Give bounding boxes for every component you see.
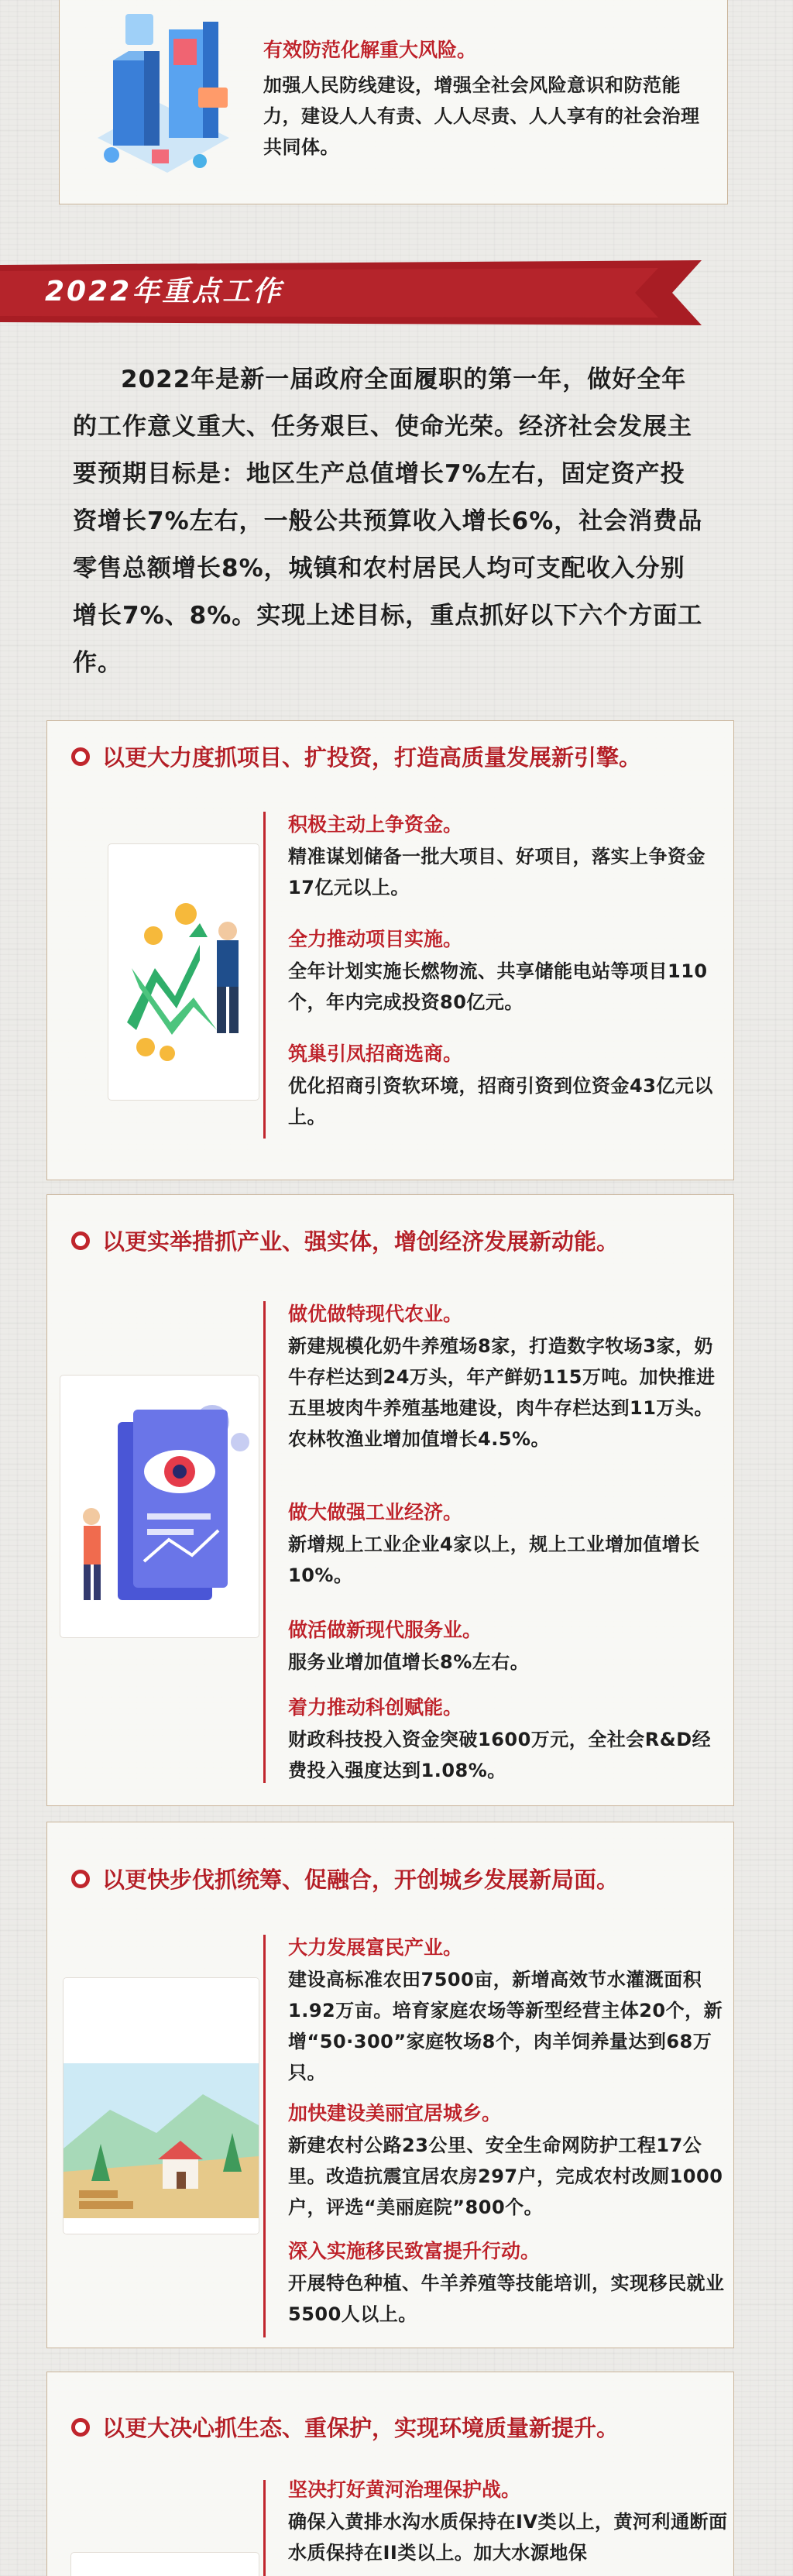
section-4-item-1-title: 坚决打好黄河治理保护战。 (288, 2478, 521, 2501)
section-3-item-1-body: 建设高标准农田7500亩，新增高效节水灌溉面积1.92万亩。培育家庭农场等新型经营主体20个，新增“50·300”家庭牧场8个，肉羊饲养量达到68万只。 (288, 1969, 723, 2083)
section-2-item-4-body: 财政科技投入资金突破1600万元，全社会R&D经费投入强度达到1.08%。 (288, 1729, 712, 1781)
section-3-item-3-body: 开展特色种植、牛羊养殖等技能培训，实现移民就业5500人以上。 (288, 2272, 725, 2325)
section-4-heading: 以更大决心抓生态、重保护，实现环境质量新提升。 (102, 2415, 620, 2441)
section-3-item-2-body: 新建农村公路23公里、安全生命网防护工程17公里。改造抗震宜居农房297户，完成农村改厕1000户，评选“美丽庭院”800个。 (288, 2135, 723, 2218)
banner-title: 2022年重点工作 (45, 276, 283, 307)
section-1-item-3-title: 筑巢引凤招商选商。 (288, 1042, 463, 1065)
section-3-item-2-title: 加快建设美丽宜居城乡。 (288, 2102, 502, 2124)
section-2-item-1-body: 新建规模化奶牛养殖场8家，打造数字牧场3家，奶牛存栏达到24万头，年产鲜奶115万吨。加快推进五里坡肉牛养殖基地建设，肉牛存栏达到11万头。农林牧渔业增加值增长4.5%。 (288, 1335, 716, 1450)
section-1-item-2-title: 全力推动项目实施。 (288, 928, 463, 950)
top-item-title: 有效防范化解重大风险。 (263, 39, 477, 61)
section-1-heading: 以更大力度抓项目、扩投资，打造高质量发展新引擎。 (102, 744, 642, 771)
ecology-illustration (71, 2553, 259, 2576)
section-1-item-1-body: 精准谋划储备一批大项目、好项目，落实上争资金17亿元以上。 (288, 846, 705, 898)
section-3-item-1-title: 大力发展富民产业。 (288, 1936, 463, 1959)
section-2-item-2-title: 做大做强工业经济。 (288, 1501, 463, 1523)
rural-illustration (64, 1978, 259, 2234)
section-3-heading: 以更快步伐抓统筹、促融合，开创城乡发展新局面。 (102, 1867, 620, 1893)
section-2-heading: 以更实举措抓产业、强实体，增创经济发展新动能。 (102, 1228, 620, 1255)
section-1-rule (263, 812, 266, 1139)
bullet-ring-icon (71, 2418, 90, 2437)
bullet-ring-icon (71, 1231, 90, 1250)
section-1-item-2-body: 全年计划实施长燃物流、共享储能电站等项目110个，年内完成投资80亿元。 (288, 960, 708, 1013)
section-2-item-2-body: 新增规上工业企业4家以上，规上工业增加值增长10%。 (288, 1534, 700, 1586)
section-2-item-4-title: 着力推动科创赋能。 (288, 1696, 463, 1719)
industry-illustration (60, 1376, 259, 1637)
section-1-item-3-body: 优化招商引资软环境，招商引资到位资金43亿元以上。 (288, 1075, 713, 1128)
section-2-item-1-title: 做优做特现代农业。 (288, 1303, 463, 1325)
risk-illustration (82, 6, 235, 181)
bullet-ring-icon (71, 747, 90, 766)
section-4-rule (263, 2480, 266, 2576)
section-1-item-1-title: 积极主动上争资金。 (288, 813, 463, 836)
section-2-rule (263, 1301, 266, 1783)
section-2-item-3-title: 做活做新现代服务业。 (288, 1619, 482, 1641)
section-3-item-3-title: 深入实施移民致富提升行动。 (288, 2240, 541, 2262)
bullet-ring-icon (71, 1870, 90, 1888)
section-4-item-1-body: 确保入黄排水沟水质保持在IV类以上，黄河利通断面水质保持在II类以上。加大水源地保 (288, 2511, 728, 2564)
section-2-item-3-body: 服务业增加值增长8%左右。 (288, 1651, 530, 1673)
top-item-body: 加强人民防线建设，增强全社会风险意识和防范能力，建设人人有责、人人尽责、人人享有的社会治理共同体。 (263, 74, 700, 158)
investment-illustration (108, 844, 259, 1100)
intro-paragraph: 2022年是新一届政府全面履职的第一年，做好全年的工作意义重大、任务艰巨、使命光荣。经济社会发展主要预期目标是：地区生产总值增长7%左右，固定资产投资增长7%左右，一般公共预算收入增长6%，社会消费品零售总额增长8%，城镇和农村居民人均可支配收入分别增长7%、8%。实现上述目标，重点抓好以下六个方面工作。 (73, 366, 703, 677)
section-3-rule (263, 1935, 266, 2337)
